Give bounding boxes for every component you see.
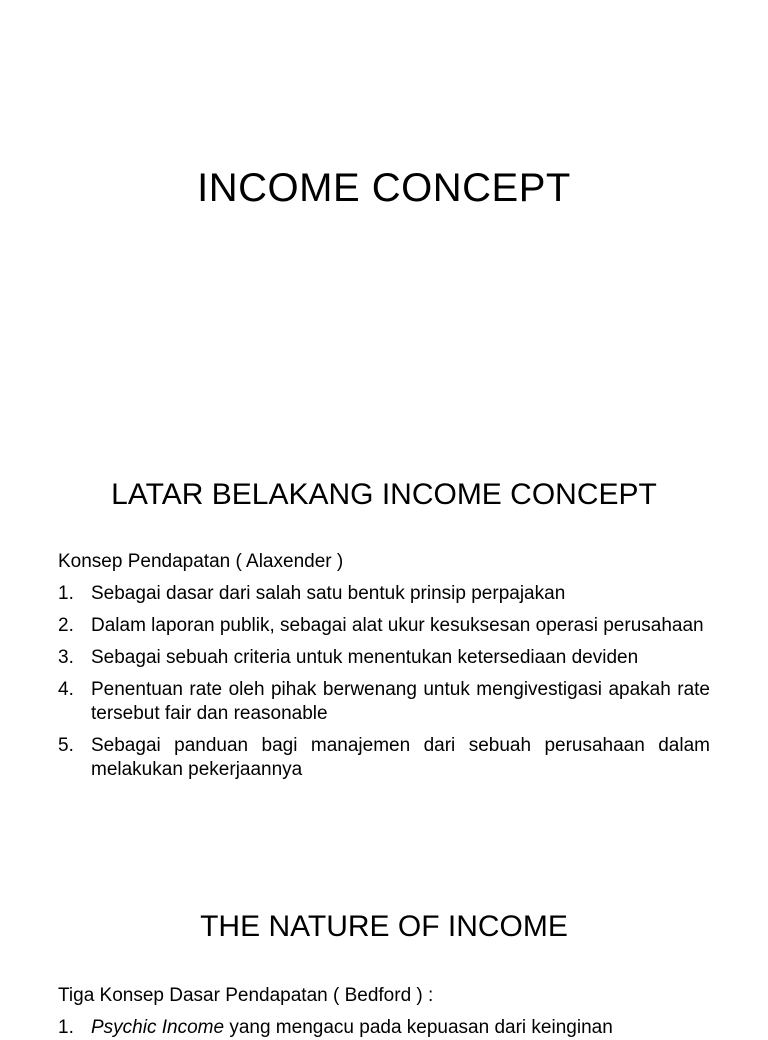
list-item-text: Sebagai sebuah criteria untuk menentukan ketersediaan deviden	[91, 647, 639, 668]
list-item-text: Sebagai dasar dari salah satu bentuk prinsip perpajakan	[91, 583, 566, 604]
list-item-number: 5.	[58, 735, 74, 756]
main-title: INCOME CONCEPT	[197, 166, 571, 210]
list-item	[58, 734, 710, 782]
slide-body	[58, 984, 710, 1040]
list-item	[58, 614, 710, 638]
list-item-text: Sebagai panduan bagi manajemen dari sebuah perusahaan dalam melakukan pekerjaannya	[91, 735, 710, 780]
list-item-number: 3.	[58, 647, 74, 668]
list-item	[58, 646, 710, 670]
list-item	[58, 678, 710, 726]
list-item-text: yang mengacu pada kepuasan dari keinginan	[224, 1017, 613, 1038]
slide-nature-of-income	[0, 878, 768, 1038]
list-item-number: 4.	[58, 679, 74, 700]
list-item	[58, 1016, 710, 1040]
list-item-number: 1.	[58, 1017, 74, 1038]
list-item-text: Penentuan rate oleh pihak berwenang untuk mengivestigasi apakah rate tersebut fair dan reasonable	[91, 679, 710, 724]
intro-text: Tiga Konsep Dasar Pendapatan ( Bedford ) :	[58, 985, 434, 1006]
slide-body	[58, 550, 710, 790]
slide-background	[0, 420, 768, 878]
slide-heading: THE NATURE OF INCOME	[200, 910, 568, 943]
list-item	[58, 582, 710, 606]
list-item-number: 2.	[58, 615, 74, 636]
intro-text: Konsep Pendapatan ( Alaxender )	[58, 551, 344, 572]
list-item-number: 1.	[58, 583, 74, 604]
numbered-list	[58, 582, 710, 782]
list-item-text: Dalam laporan publik, sebagai alat ukur kesuksesan operasi perusahaan	[91, 615, 704, 636]
slide-heading: LATAR BELAKANG INCOME CONCEPT	[111, 478, 657, 511]
list-item-term: Psychic Income	[91, 1017, 225, 1038]
slide-title	[0, 0, 768, 420]
